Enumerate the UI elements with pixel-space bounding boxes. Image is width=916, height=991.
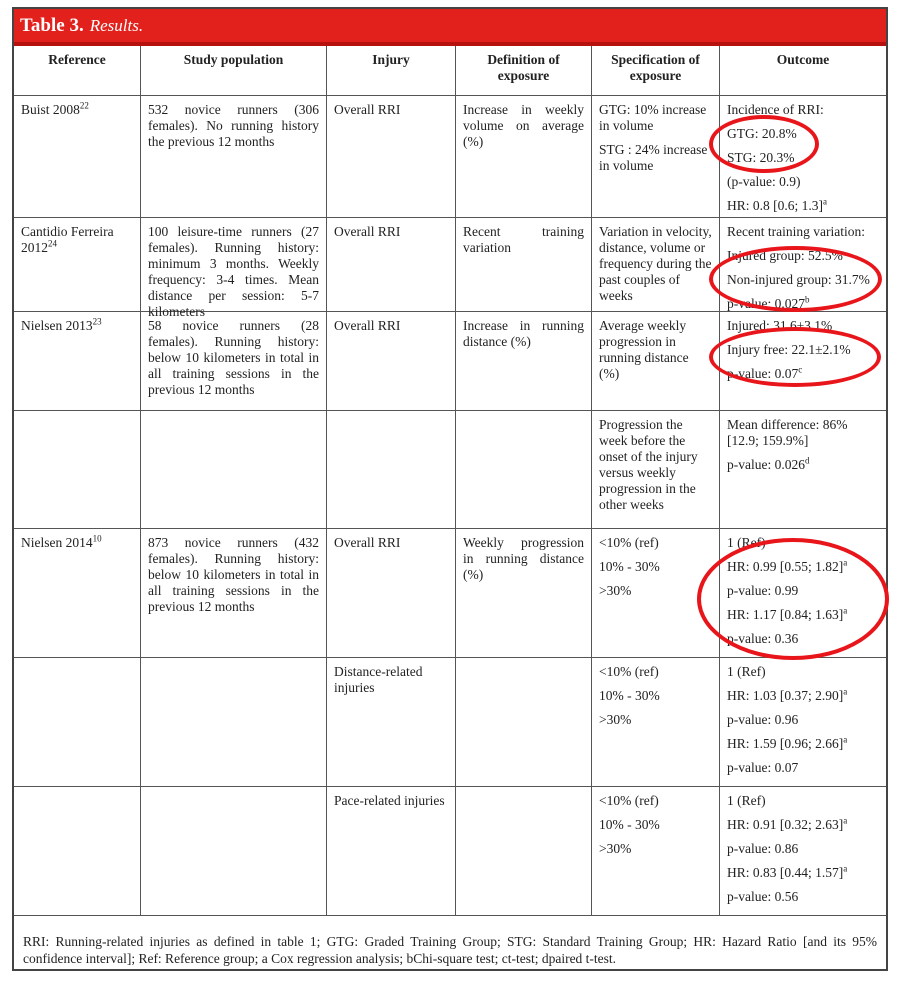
outcome-text: HR: 1.17 [0.84; 1.63] bbox=[727, 607, 844, 622]
reference-text: Nielsen 2014 bbox=[21, 535, 93, 550]
specification-line: >30% bbox=[599, 712, 632, 727]
outcome-text: HR: 0.91 [0.32; 2.63] bbox=[727, 817, 844, 832]
outcome-line bbox=[727, 736, 879, 752]
outcome-footnote-marker: c bbox=[798, 364, 803, 375]
outcome-text: HR: 1.03 [0.37; 2.90] bbox=[727, 688, 844, 703]
table-row bbox=[14, 411, 886, 529]
outcome-footnote-marker: a bbox=[843, 863, 848, 874]
specification-line: >30% bbox=[599, 841, 632, 856]
cell-definition: Increase in weekly volume on average (%) bbox=[456, 96, 592, 217]
outcome-text: p-value: 0.027 bbox=[727, 296, 805, 311]
cell-outcome bbox=[720, 787, 886, 915]
table-label: Table 3. bbox=[20, 15, 84, 36]
outcome-line bbox=[727, 889, 879, 905]
outcome-line bbox=[727, 865, 879, 881]
outcome-text: STG: 20.3% bbox=[727, 150, 795, 165]
outcome-text: p-value: 0.36 bbox=[727, 631, 799, 646]
cell-study-population bbox=[141, 658, 327, 786]
cell-specification bbox=[592, 218, 720, 311]
cell-reference bbox=[14, 96, 141, 217]
specification-line: <10% (ref) bbox=[599, 535, 659, 550]
cell-definition bbox=[456, 658, 592, 786]
cell-specification bbox=[592, 312, 720, 410]
outcome-text: Injured group: 52.5% bbox=[727, 248, 843, 263]
header-specification: Specification of exposure bbox=[592, 46, 720, 95]
outcome-text: p-value: 0.86 bbox=[727, 841, 799, 856]
outcome-text: 1 (Ref) bbox=[727, 535, 766, 550]
outcome-text: Injured: 31.6±3.1% bbox=[727, 318, 833, 333]
cell-reference bbox=[14, 787, 141, 915]
outcome-line bbox=[727, 688, 879, 704]
reference-text: Cantidio Ferreira 2012 bbox=[21, 224, 114, 255]
cell-injury: Overall RRI bbox=[327, 96, 456, 217]
header-definition: Definition of exposure bbox=[456, 46, 592, 95]
reference-text: Buist 2008 bbox=[21, 102, 80, 117]
outcome-text: p-value: 0.56 bbox=[727, 889, 799, 904]
outcome-text: HR: 0.83 [0.44; 1.57] bbox=[727, 865, 844, 880]
table-footnote: RRI: Running-related injuries as defined in table 1; GTG: Graded Training Group; STG: Standard Training Group; HR: Hazard Ratio [and its 95% confidence interval]; Ref: Reference group; a Cox regression analysis; bChi-square test; ct-test; dpaired t-test. bbox=[23, 934, 877, 966]
cell-specification bbox=[592, 658, 720, 786]
cell-definition: Increase in running distance (%) bbox=[456, 312, 592, 410]
outcome-footnote-marker: a bbox=[843, 686, 848, 697]
highlight-circle-hr-pvalues bbox=[697, 538, 889, 660]
outcome-line bbox=[727, 841, 879, 857]
outcome-text: Incidence of RRI: bbox=[727, 102, 824, 117]
outcome-line bbox=[727, 174, 879, 190]
specification-line: >30% bbox=[599, 583, 632, 598]
outcome-line bbox=[727, 793, 879, 809]
cell-definition bbox=[456, 411, 592, 528]
results-table-frame bbox=[12, 7, 888, 971]
cell-injury: Overall RRI bbox=[327, 218, 456, 311]
highlight-circle-injured-free bbox=[709, 327, 881, 387]
reference-citation: 22 bbox=[79, 100, 89, 111]
outcome-text: 1 (Ref) bbox=[727, 664, 766, 679]
specification-line: Variation in velocity, distance, volume or frequency during the past couples of weeks bbox=[599, 224, 712, 303]
cell-reference bbox=[14, 658, 141, 786]
specification-line: 10% - 30% bbox=[599, 688, 660, 703]
table-title: Results. bbox=[89, 16, 144, 35]
table-title-bar bbox=[14, 9, 886, 42]
outcome-footnote-marker: a bbox=[843, 557, 848, 568]
header-reference: Reference bbox=[14, 46, 141, 95]
outcome-line bbox=[727, 417, 879, 449]
cell-study-population: 873 novice runners (432 females). Running history: below 10 kilometers in total in all training sessions in the previous 12 months bbox=[141, 529, 327, 657]
outcome-text: (p-value: 0.9) bbox=[727, 174, 801, 189]
highlight-circle-gtg-stg bbox=[709, 115, 819, 173]
outcome-text: p-value: 0.96 bbox=[727, 712, 799, 727]
outcome-footnote-marker: a bbox=[843, 605, 848, 616]
cell-specification bbox=[592, 787, 720, 915]
header-study-population: Study population bbox=[141, 46, 327, 95]
cell-specification bbox=[592, 411, 720, 528]
cell-study-population: 532 novice runners (306 females). No running history the previous 12 months bbox=[141, 96, 327, 217]
specification-line: <10% (ref) bbox=[599, 793, 659, 808]
outcome-text: HR: 1.59 [0.96; 2.66] bbox=[727, 736, 844, 751]
outcome-line bbox=[727, 760, 879, 776]
cell-reference bbox=[14, 312, 141, 410]
outcome-footnote-marker: b bbox=[804, 294, 810, 305]
header-row bbox=[14, 46, 886, 96]
specification-line: STG : 24% increase in volume bbox=[599, 142, 708, 173]
outcome-line bbox=[727, 198, 879, 214]
outcome-footnote-marker: a bbox=[823, 196, 827, 207]
cell-study-population bbox=[141, 787, 327, 915]
specification-line: GTG: 10% increase in volume bbox=[599, 102, 707, 133]
outcome-text: HR: 0.8 [0.6; 1.3] bbox=[727, 198, 823, 213]
outcome-line bbox=[727, 817, 879, 833]
outcome-line bbox=[727, 712, 879, 728]
specification-line: Average weekly progression in running distance (%) bbox=[599, 318, 689, 381]
outcome-text: p-value: 0.07 bbox=[727, 366, 799, 381]
cell-definition: Weekly progression in running distance (%) bbox=[456, 529, 592, 657]
cell-outcome bbox=[720, 411, 886, 528]
outcome-line bbox=[727, 457, 879, 473]
outcome-text: HR: 0.99 [0.55; 1.82] bbox=[727, 559, 844, 574]
outcome-text: p-value: 0.07 bbox=[727, 760, 799, 775]
header-outcome: Outcome bbox=[776, 52, 830, 67]
specification-line: 10% - 30% bbox=[599, 817, 660, 832]
outcome-line bbox=[727, 224, 879, 240]
cell-study-population: 100 leisure-time runners (27 females). Running history: minimum 3 months. Weekly frequency: 3-4 times. Mean distance per session: 5-7 kilometers bbox=[141, 218, 327, 311]
reference-citation: 10 bbox=[92, 533, 102, 544]
cell-injury: Overall RRI bbox=[327, 529, 456, 657]
outcome-footnote-marker: d bbox=[804, 455, 810, 466]
cell-reference bbox=[14, 529, 141, 657]
outcome-text: GTG: 20.8% bbox=[727, 126, 797, 141]
reference-citation: 23 bbox=[92, 316, 102, 327]
outcome-text: Recent training variation: bbox=[727, 224, 865, 239]
table-row bbox=[14, 658, 886, 787]
cell-reference bbox=[14, 218, 141, 311]
specification-line: <10% (ref) bbox=[599, 664, 659, 679]
cell-study-population: 58 novice runners (28 females). Running history: below 10 kilometers in total in all training sessions in the previous 12 months bbox=[141, 312, 327, 410]
cell-definition: Recent training variation bbox=[456, 218, 592, 311]
reference-text: Nielsen 2013 bbox=[21, 318, 93, 333]
outcome-text: 1 (Ref) bbox=[727, 793, 766, 808]
table-row bbox=[14, 787, 886, 916]
specification-line: Progression the week before the onset of the injury versus weekly progression in the other weeks bbox=[599, 417, 698, 512]
outcome-text: p-value: 0.99 bbox=[727, 583, 799, 598]
outcome-footnote-marker: a bbox=[843, 734, 848, 745]
cell-outcome bbox=[720, 658, 886, 786]
outcome-text: p-value: 0.026 bbox=[727, 457, 805, 472]
cell-injury: Distance-related injuries bbox=[327, 658, 456, 786]
cell-reference bbox=[14, 411, 141, 528]
cell-injury: Overall RRI bbox=[327, 312, 456, 410]
specification-line: 10% - 30% bbox=[599, 559, 660, 574]
cell-definition bbox=[456, 787, 592, 915]
outcome-line bbox=[727, 664, 879, 680]
highlight-circle-injured-groups bbox=[709, 246, 882, 312]
reference-citation: 24 bbox=[48, 238, 57, 249]
outcome-text: Mean difference: 86% [12.9; 159.9%] bbox=[727, 417, 848, 448]
header-injury: Injury bbox=[327, 46, 456, 95]
cell-injury: Pace-related injuries bbox=[327, 787, 456, 915]
cell-injury bbox=[327, 411, 456, 528]
cell-study-population bbox=[141, 411, 327, 528]
outcome-text: Non-injured group: 31.7% bbox=[727, 272, 870, 287]
cell-specification bbox=[592, 96, 720, 217]
outcome-text: Injury free: 22.1±2.1% bbox=[727, 342, 851, 357]
outcome-footnote-marker: a bbox=[843, 815, 848, 826]
